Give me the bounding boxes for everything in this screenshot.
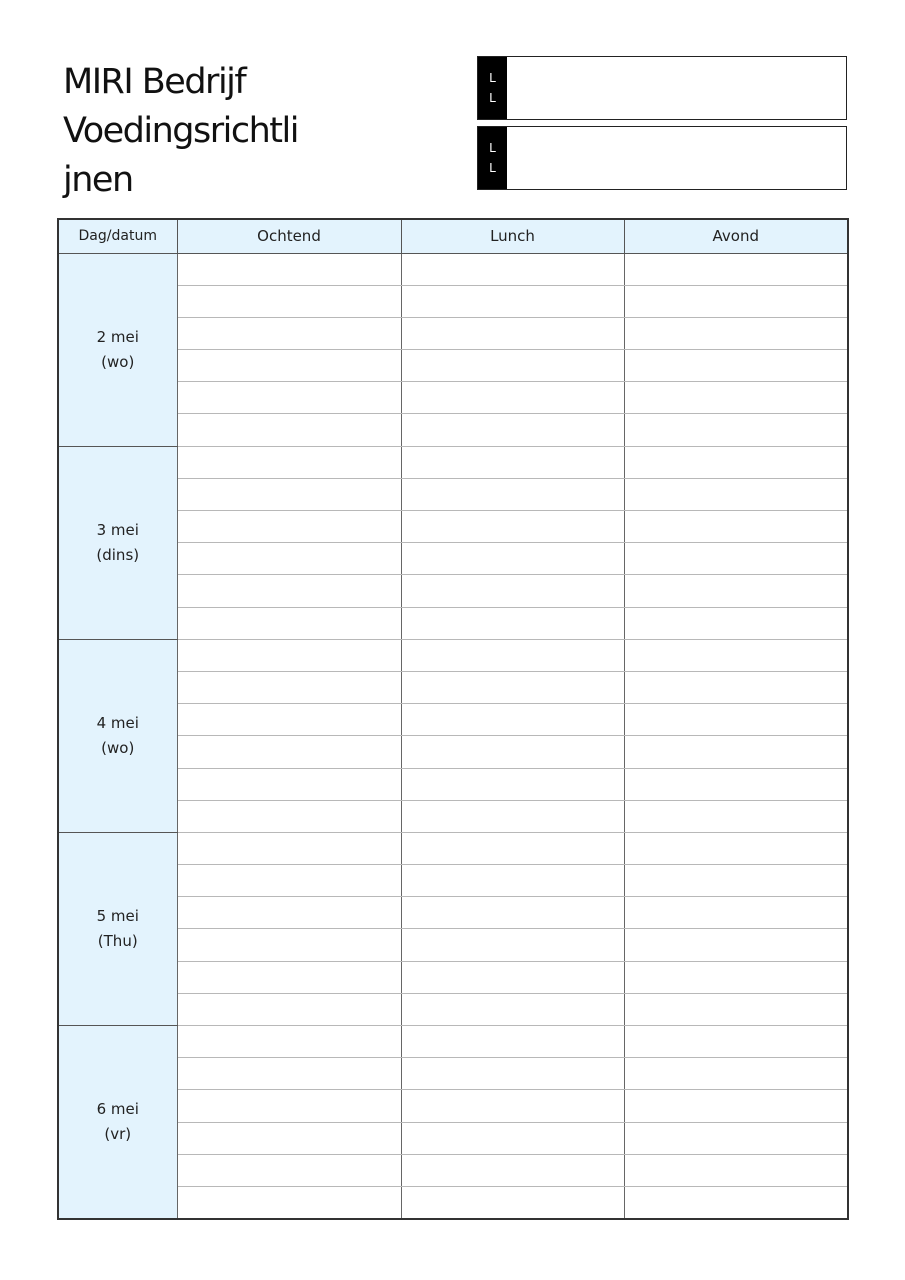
entry-cell-evening[interactable] (624, 897, 848, 929)
entry-cell-morning[interactable] (177, 832, 401, 864)
entry-cell-lunch[interactable] (401, 607, 624, 639)
entry-cell-lunch[interactable] (401, 253, 624, 285)
entry-cell-evening[interactable] (624, 639, 848, 671)
entry-cell-evening[interactable] (624, 800, 848, 832)
entry-cell-lunch[interactable] (401, 1186, 624, 1218)
entry-cell-morning[interactable] (177, 800, 401, 832)
table-row (58, 478, 848, 510)
entry-cell-lunch[interactable] (401, 382, 624, 414)
entry-cell-morning[interactable] (177, 704, 401, 736)
entry-cell-evening[interactable] (624, 768, 848, 800)
entry-cell-lunch[interactable] (401, 575, 624, 607)
table-row (58, 993, 848, 1025)
entry-cell-lunch[interactable] (401, 1122, 624, 1154)
entry-cell-lunch[interactable] (401, 671, 624, 703)
entry-cell-morning[interactable] (177, 1122, 401, 1154)
title-line-3: jnen (63, 160, 133, 200)
entry-cell-evening[interactable] (624, 285, 848, 317)
entry-cell-evening[interactable] (624, 1090, 848, 1122)
header-evening: Avond (624, 219, 848, 253)
entry-cell-morning[interactable] (177, 768, 401, 800)
entry-cell-morning[interactable] (177, 253, 401, 285)
entry-cell-lunch[interactable] (401, 897, 624, 929)
table-row (58, 382, 848, 414)
table-row (58, 800, 848, 832)
table-row (58, 1186, 848, 1218)
entry-cell-evening[interactable] (624, 929, 848, 961)
entry-cell-morning[interactable] (177, 414, 401, 446)
header-day-date: Dag/datum (58, 219, 177, 253)
entry-cell-lunch[interactable] (401, 414, 624, 446)
table-row (58, 285, 848, 317)
table-row (58, 1154, 848, 1186)
name-box-2 (477, 126, 847, 190)
day-weekday: (wo) (101, 738, 135, 757)
day-weekday: (dins) (96, 545, 140, 564)
entry-cell-lunch[interactable] (401, 543, 624, 575)
entry-cell-evening[interactable] (624, 1122, 848, 1154)
entry-cell-evening[interactable] (624, 865, 848, 897)
entry-cell-evening[interactable] (624, 511, 848, 543)
name-box-tag: L L (478, 57, 507, 119)
table-row (58, 671, 848, 703)
entry-cell-morning[interactable] (177, 446, 401, 478)
entry-cell-lunch[interactable] (401, 1090, 624, 1122)
entry-cell-lunch[interactable] (401, 639, 624, 671)
entry-cell-morning[interactable] (177, 285, 401, 317)
entry-cell-lunch[interactable] (401, 961, 624, 993)
entry-cell-evening[interactable] (624, 607, 848, 639)
entry-cell-morning[interactable] (177, 575, 401, 607)
table-row (58, 961, 848, 993)
entry-cell-evening[interactable] (624, 993, 848, 1025)
entry-cell-evening[interactable] (624, 414, 848, 446)
entry-cell-evening[interactable] (624, 543, 848, 575)
day-date: 3 mei (96, 520, 139, 539)
header-morning: Ochtend (177, 219, 401, 253)
day-cell (58, 253, 177, 446)
table-row (58, 511, 848, 543)
entry-cell-morning[interactable] (177, 639, 401, 671)
table-row (58, 639, 848, 671)
entry-cell-lunch[interactable] (401, 478, 624, 510)
entry-cell-morning[interactable] (177, 1154, 401, 1186)
entry-cell-lunch[interactable] (401, 1154, 624, 1186)
entry-cell-evening[interactable] (624, 1026, 848, 1058)
table-row (58, 736, 848, 768)
table-row (58, 317, 848, 349)
table-row (58, 1026, 848, 1058)
table-row (58, 253, 848, 285)
table-row (58, 704, 848, 736)
entry-cell-morning[interactable] (177, 1058, 401, 1090)
name-box-tag: L L (478, 127, 507, 189)
entry-cell-lunch[interactable] (401, 511, 624, 543)
entry-cell-evening[interactable] (624, 382, 848, 414)
name-box-1 (477, 56, 847, 120)
name-field-2[interactable] (507, 127, 846, 189)
entry-cell-morning[interactable] (177, 1186, 401, 1218)
entry-cell-lunch[interactable] (401, 800, 624, 832)
entry-cell-evening[interactable] (624, 575, 848, 607)
entry-cell-lunch[interactable] (401, 446, 624, 478)
entry-cell-morning[interactable] (177, 897, 401, 929)
day-weekday: (wo) (101, 352, 135, 371)
entry-cell-morning[interactable] (177, 543, 401, 575)
entry-cell-evening[interactable] (624, 671, 848, 703)
day-date: 6 mei (96, 1099, 139, 1118)
day-weekday: (vr) (104, 1124, 132, 1143)
name-field-1[interactable] (507, 57, 846, 119)
entry-cell-morning[interactable] (177, 317, 401, 349)
day-date: 2 mei (96, 327, 139, 346)
entry-cell-lunch[interactable] (401, 317, 624, 349)
day-cell (58, 1026, 177, 1219)
table-row (58, 1058, 848, 1090)
entry-cell-morning[interactable] (177, 382, 401, 414)
table-row (58, 897, 848, 929)
entry-cell-lunch[interactable] (401, 1026, 624, 1058)
entry-cell-evening[interactable] (624, 961, 848, 993)
entry-cell-morning[interactable] (177, 993, 401, 1025)
entry-cell-lunch[interactable] (401, 285, 624, 317)
table-row (58, 543, 848, 575)
entry-cell-morning[interactable] (177, 511, 401, 543)
entry-cell-lunch[interactable] (401, 350, 624, 382)
table-row (58, 350, 848, 382)
table-row (58, 768, 848, 800)
day-date: 4 mei (96, 713, 139, 732)
header-lunch: Lunch (401, 219, 624, 253)
entry-cell-morning[interactable] (177, 961, 401, 993)
entry-cell-evening[interactable] (624, 253, 848, 285)
entry-cell-lunch[interactable] (401, 736, 624, 768)
entry-cell-morning[interactable] (177, 350, 401, 382)
table-header-row (58, 219, 848, 253)
entry-cell-evening[interactable] (624, 704, 848, 736)
day-cell (58, 832, 177, 1025)
entry-cell-morning[interactable] (177, 1090, 401, 1122)
table-row (58, 446, 848, 478)
entry-cell-morning[interactable] (177, 1026, 401, 1058)
entry-cell-lunch[interactable] (401, 993, 624, 1025)
table-row (58, 414, 848, 446)
entry-cell-evening[interactable] (624, 1186, 848, 1218)
entry-cell-evening[interactable] (624, 736, 848, 768)
entry-cell-evening[interactable] (624, 478, 848, 510)
table-row (58, 607, 848, 639)
entry-cell-evening[interactable] (624, 832, 848, 864)
day-cell (58, 639, 177, 832)
entry-cell-evening[interactable] (624, 317, 848, 349)
entry-cell-evening[interactable] (624, 1058, 848, 1090)
entry-cell-lunch[interactable] (401, 865, 624, 897)
table-row (58, 929, 848, 961)
title-line-1: MIRI Bedrijf (63, 62, 246, 102)
entry-cell-lunch[interactable] (401, 832, 624, 864)
meal-plan-table (57, 218, 849, 1220)
day-weekday: (Thu) (97, 931, 138, 950)
entry-cell-morning[interactable] (177, 929, 401, 961)
table-row (58, 832, 848, 864)
entry-cell-evening[interactable] (624, 1154, 848, 1186)
day-date: 5 mei (96, 906, 139, 925)
entry-cell-evening[interactable] (624, 446, 848, 478)
table-row (58, 575, 848, 607)
entry-cell-evening[interactable] (624, 350, 848, 382)
table-row (58, 1122, 848, 1154)
entry-cell-lunch[interactable] (401, 929, 624, 961)
entry-cell-lunch[interactable] (401, 1058, 624, 1090)
entry-cell-morning[interactable] (177, 865, 401, 897)
table-row (58, 865, 848, 897)
entry-cell-morning[interactable] (177, 478, 401, 510)
page-title (63, 58, 403, 205)
day-cell (58, 446, 177, 639)
entry-cell-morning[interactable] (177, 607, 401, 639)
entry-cell-morning[interactable] (177, 736, 401, 768)
table-row (58, 1090, 848, 1122)
title-line-2: Voedingsrichtli (63, 111, 298, 151)
entry-cell-lunch[interactable] (401, 704, 624, 736)
entry-cell-morning[interactable] (177, 671, 401, 703)
entry-cell-lunch[interactable] (401, 768, 624, 800)
